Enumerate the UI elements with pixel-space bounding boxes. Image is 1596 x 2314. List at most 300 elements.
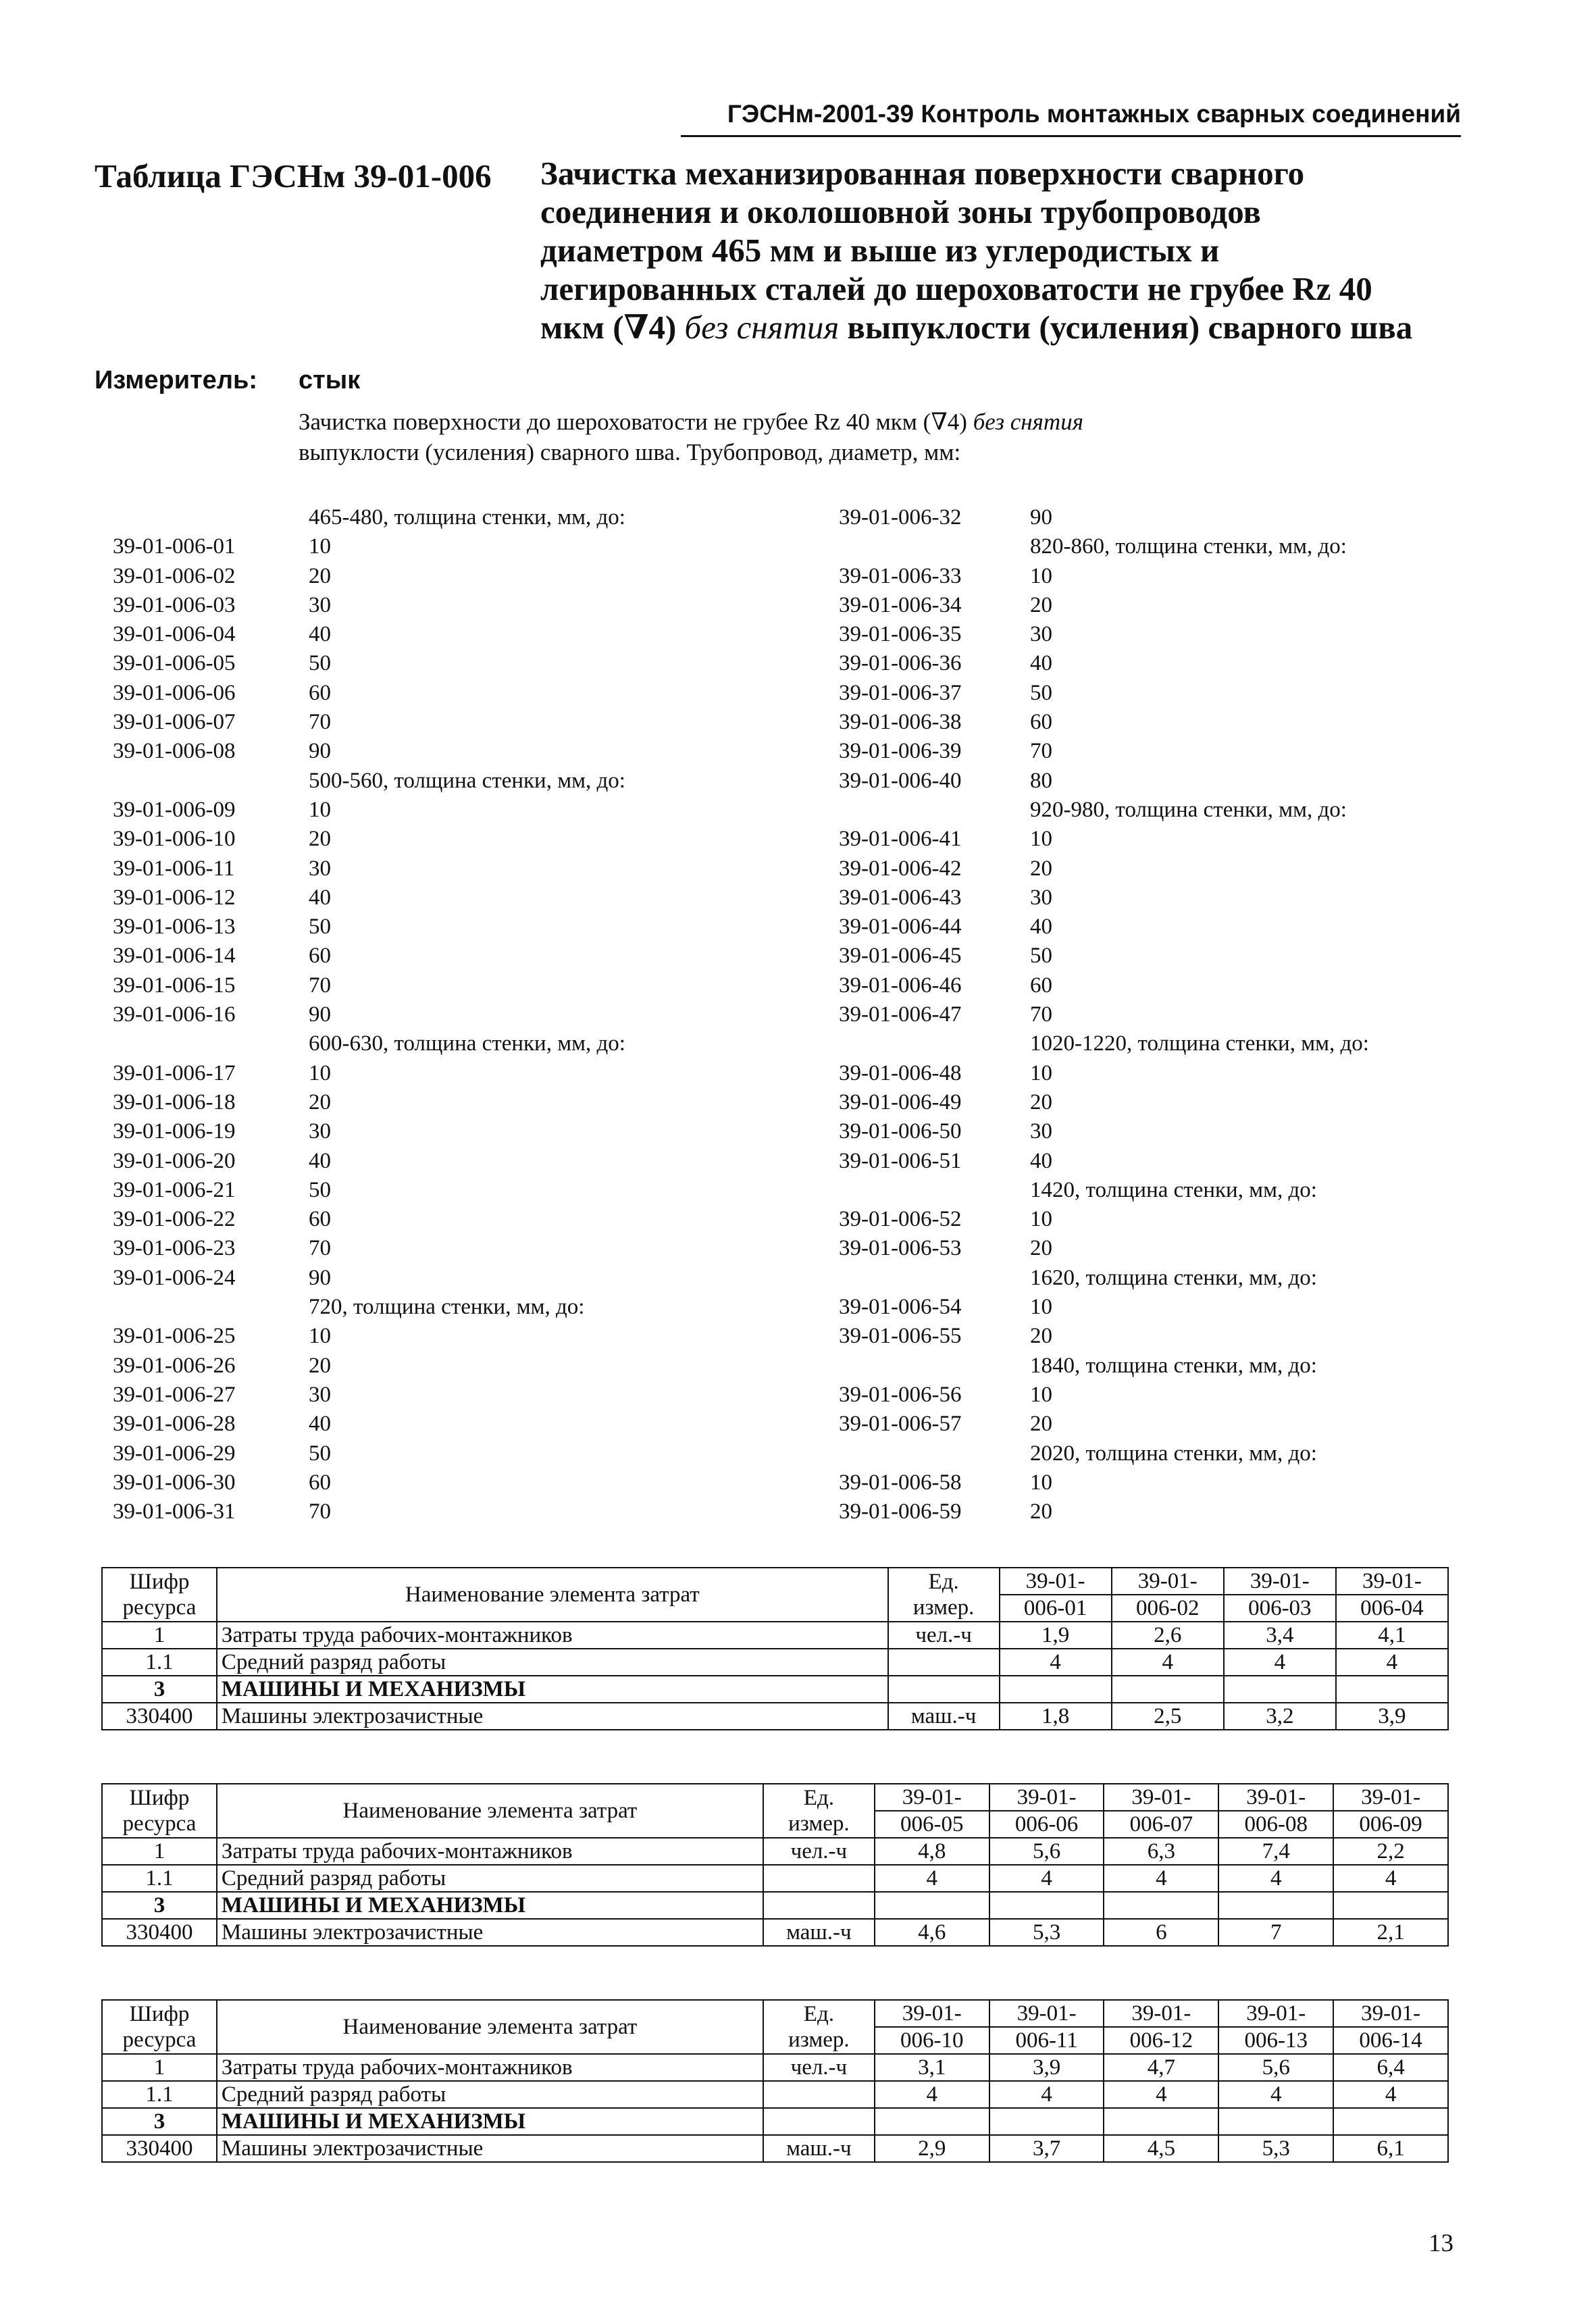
list-item	[839, 1000, 1481, 1029]
norm-code: 39-01-006-14	[113, 944, 236, 969]
table-number: Таблица ГЭСНм 39-01-006	[95, 157, 492, 195]
list-item	[839, 912, 1481, 942]
resource-value: 3,7	[989, 2135, 1104, 2162]
table-row	[102, 2054, 1448, 2081]
list-item	[839, 1497, 1481, 1526]
resource-code: 1	[102, 2054, 217, 2081]
norm-value: 50	[309, 1177, 331, 1202]
norm-value: 20	[1030, 1412, 1052, 1437]
norm-code: 39-01-006-01	[113, 534, 236, 559]
list-item	[839, 971, 1481, 1000]
resource-value	[989, 2108, 1104, 2135]
norm-code: 39-01-006-06	[113, 680, 236, 705]
list-item	[839, 620, 1481, 649]
list-item	[839, 1147, 1481, 1176]
resource-value	[1218, 1892, 1333, 1919]
resource-value: 2,1	[1333, 1919, 1448, 1946]
norm-value: 30	[309, 1119, 331, 1144]
list-item	[839, 767, 1481, 796]
norm-value: 20	[1030, 856, 1052, 881]
table-row	[102, 1865, 1448, 1892]
header-code: 006-05	[875, 1811, 989, 1838]
norm-value: 50	[309, 915, 331, 940]
resource-value: 5,3	[989, 1919, 1104, 1946]
list-item	[113, 1059, 822, 1088]
list-item	[839, 942, 1481, 971]
norm-code: 39-01-006-24	[113, 1265, 236, 1290]
header-code: 39-01-	[1336, 1568, 1448, 1595]
intro-line: выпуклости (усиления) сварного шва. Трубопровод, диаметр, мм:	[299, 439, 961, 465]
norm-code: 39-01-006-56	[839, 1382, 962, 1407]
norm-value: 30	[1030, 622, 1052, 647]
resource-code: 1.1	[102, 2081, 217, 2108]
list-item	[839, 1381, 1481, 1410]
resource-value: 4,1	[1336, 1622, 1448, 1649]
resource-value: 4,5	[1104, 2135, 1218, 2162]
resource-code: 3	[102, 1676, 217, 1703]
resource-value	[989, 1892, 1104, 1919]
header-unit	[763, 1784, 875, 1838]
resource-value: 4	[1336, 1649, 1448, 1676]
resource-value: 5,6	[989, 1838, 1104, 1865]
list-item	[839, 562, 1481, 591]
header-text: Шифр	[129, 1786, 190, 1810]
list-item	[113, 591, 822, 620]
title-line: соединения и околошовной зоны трубопроводов	[540, 193, 1261, 230]
norm-code: 39-01-006-33	[839, 563, 962, 588]
resource-value	[1104, 2108, 1218, 2135]
norm-value: 10	[309, 797, 331, 822]
table-row	[102, 1649, 1448, 1676]
norm-code: 39-01-006-37	[839, 680, 962, 705]
norm-code: 39-01-006-59	[839, 1499, 962, 1524]
resource-table-3	[101, 1999, 1449, 2163]
header-code: 39-01-	[1000, 1568, 1112, 1595]
header-text: измер.	[788, 2028, 850, 2052]
norm-value: 10	[1030, 1470, 1052, 1495]
list-item	[113, 1000, 822, 1029]
norm-value: 40	[1030, 651, 1052, 676]
norm-code: 39-01-006-39	[839, 739, 962, 764]
list-item	[839, 1059, 1481, 1088]
resource-name: Затраты труда рабочих-монтажников	[217, 2054, 763, 2081]
norm-value: 30	[309, 592, 331, 617]
list-item	[113, 912, 822, 942]
table-row	[102, 1622, 1448, 1649]
norm-value: 720, толщина стенки, мм, до:	[309, 1295, 585, 1320]
list-item	[113, 737, 822, 766]
list-item	[839, 591, 1481, 620]
norm-code: 39-01-006-28	[113, 1412, 236, 1437]
list-item	[113, 825, 822, 854]
resource-value: 4	[1104, 1865, 1218, 1892]
norm-code: 39-01-006-41	[839, 827, 962, 852]
norm-value: 20	[1030, 1499, 1052, 1524]
title-text: выпуклости (усиления) сварного шва	[839, 309, 1413, 346]
norm-code: 39-01-006-51	[839, 1148, 962, 1173]
norm-value: 90	[1030, 505, 1052, 530]
resource-value: 3,9	[1336, 1703, 1448, 1730]
header-cipher	[102, 1784, 217, 1838]
resource-value: 4	[1224, 1649, 1336, 1676]
norm-code: 39-01-006-44	[839, 915, 962, 940]
norm-code: 39-01-006-47	[839, 1002, 962, 1027]
resource-value: 3,1	[875, 2054, 989, 2081]
norm-code: 39-01-006-29	[113, 1441, 236, 1466]
norm-value: 20	[1030, 1089, 1052, 1114]
resource-value	[1333, 2108, 1448, 2135]
list-item	[113, 1147, 822, 1176]
norm-code: 39-01-006-19	[113, 1119, 236, 1144]
title-line: диаметром 465 мм и выше из углеродистых и	[540, 232, 1220, 269]
resource-value: 6,1	[1333, 2135, 1448, 2162]
resource-code: 3	[102, 1892, 217, 1919]
table-row	[102, 1892, 1448, 1919]
list-item	[113, 883, 822, 912]
norm-value: 20	[309, 563, 331, 588]
resource-unit	[888, 1676, 1000, 1703]
norm-value: 1420, толщина стенки, мм, до:	[1030, 1177, 1317, 1202]
list-item	[839, 503, 1481, 532]
list-item	[113, 679, 822, 708]
resource-value: 4	[875, 1865, 989, 1892]
resource-value: 6	[1104, 1919, 1218, 1946]
header-text: измер.	[912, 1595, 975, 1620]
resource-name: Затраты труда рабочих-монтажников	[217, 1622, 888, 1649]
norm-code: 39-01-006-52	[839, 1207, 962, 1232]
norm-value: 20	[309, 1089, 331, 1114]
resource-unit: чел.-ч	[763, 2054, 875, 2081]
resource-value	[875, 2108, 989, 2135]
resource-value: 6,4	[1333, 2054, 1448, 2081]
norm-value: 465-480, толщина стенки, мм, до:	[309, 505, 625, 530]
norm-value: 90	[309, 739, 331, 764]
norm-code: 39-01-006-03	[113, 592, 236, 617]
header-unit	[763, 2000, 875, 2054]
resource-value: 4	[1218, 1865, 1333, 1892]
resource-value	[1224, 1676, 1336, 1703]
table-row	[102, 1838, 1448, 1865]
norm-value: 40	[1030, 1148, 1052, 1173]
norm-value: 60	[309, 1207, 331, 1232]
norm-code: 39-01-006-08	[113, 739, 236, 764]
list-item	[839, 1117, 1481, 1146]
header-code: 006-12	[1104, 2027, 1218, 2054]
norm-code: 39-01-006-50	[839, 1119, 962, 1144]
resource-unit: маш.-ч	[763, 2135, 875, 2162]
norm-code: 39-01-006-55	[839, 1324, 962, 1349]
header-text: измер.	[788, 1811, 850, 1836]
resource-unit	[888, 1649, 1000, 1676]
norm-code: 39-01-006-42	[839, 856, 962, 881]
list-item	[839, 1176, 1481, 1205]
header-code: 006-10	[875, 2027, 989, 2054]
list-item	[839, 532, 1481, 561]
resource-table-1	[101, 1567, 1449, 1730]
norm-code: 39-01-006-20	[113, 1148, 236, 1173]
header-text: ресурса	[122, 1811, 197, 1836]
list-item	[113, 854, 822, 883]
norm-value: 10	[1030, 1382, 1052, 1407]
meter-label: Измеритель:	[95, 366, 257, 394]
norm-code: 39-01-006-40	[839, 768, 962, 793]
resource-value: 4	[875, 2081, 989, 2108]
norm-value: 90	[309, 1002, 331, 1027]
header-code: 006-02	[1112, 1595, 1224, 1622]
meter-value: стык	[299, 366, 361, 394]
norm-code: 39-01-006-36	[839, 651, 962, 676]
list-item	[839, 1029, 1481, 1058]
norm-code: 39-01-006-35	[839, 622, 962, 647]
resource-value: 3,9	[989, 2054, 1104, 2081]
norm-code: 39-01-006-32	[839, 505, 962, 530]
norm-code: 39-01-006-57	[839, 1412, 962, 1437]
resource-value	[1112, 1676, 1224, 1703]
header-code: 006-07	[1104, 1811, 1218, 1838]
header-code: 39-01-	[1224, 1568, 1336, 1595]
list-item	[839, 1264, 1481, 1293]
norm-code: 39-01-006-38	[839, 710, 962, 735]
resource-value	[1333, 1892, 1448, 1919]
table-row	[102, 1919, 1448, 1946]
resource-value: 4	[1104, 2081, 1218, 2108]
norm-value: 50	[1030, 944, 1052, 969]
norm-code: 39-01-006-22	[113, 1207, 236, 1232]
norm-code: 39-01-006-10	[113, 827, 236, 852]
running-title: ГЭСНм-2001-39 Контроль монтажных сварных соединений	[727, 100, 1461, 128]
norm-code: 39-01-006-07	[113, 710, 236, 735]
list-item	[113, 971, 822, 1000]
norm-value: 10	[1030, 563, 1052, 588]
header-name: Наименование элемента затрат	[217, 1568, 888, 1622]
header-name: Наименование элемента затрат	[217, 2000, 763, 2054]
title-line	[540, 308, 1472, 346]
resource-value: 5,3	[1218, 2135, 1333, 2162]
table-title	[540, 154, 1472, 346]
header-text: ресурса	[122, 1595, 197, 1620]
resource-value	[1336, 1676, 1448, 1703]
norm-value: 20	[1030, 1324, 1052, 1349]
resource-value: 4	[1333, 2081, 1448, 2108]
intro-text-part: Зачистка поверхности до шероховатости не грубее Rz 40 мкм (∇4)	[299, 409, 973, 435]
norm-value: 50	[309, 651, 331, 676]
norm-value: 20	[309, 1353, 331, 1378]
header-code: 39-01-	[1104, 2000, 1218, 2027]
header-code: 006-13	[1218, 2027, 1333, 2054]
header-code: 006-11	[989, 2027, 1104, 2054]
list-item	[839, 1439, 1481, 1468]
resource-name: Затраты труда рабочих-монтажников	[217, 1838, 763, 1865]
resource-value: 4	[1112, 1649, 1224, 1676]
norm-value: 50	[309, 1441, 331, 1466]
resource-unit	[763, 1892, 875, 1919]
header-text: Шифр	[129, 1570, 190, 1594]
header-code: 39-01-	[875, 2000, 989, 2027]
list-item	[113, 1293, 822, 1322]
norm-value: 30	[309, 1382, 331, 1407]
list-item	[113, 942, 822, 971]
list-item	[113, 1264, 822, 1293]
list-item	[839, 679, 1481, 708]
norm-value: 600-630, толщина стенки, мм, до:	[309, 1031, 625, 1056]
norm-value: 60	[1030, 710, 1052, 735]
norm-code: 39-01-006-48	[839, 1060, 962, 1085]
list-item	[113, 1439, 822, 1468]
list-item	[839, 1468, 1481, 1497]
norm-code: 39-01-006-11	[113, 856, 235, 881]
norm-code: 39-01-006-17	[113, 1060, 236, 1085]
norm-value: 1840, толщина стенки, мм, до:	[1030, 1353, 1317, 1378]
norm-value: 70	[1030, 1002, 1052, 1027]
resource-table-2	[101, 1783, 1449, 1947]
header-code: 006-03	[1224, 1595, 1336, 1622]
norm-value: 920-980, толщина стенки, мм, до:	[1030, 797, 1347, 822]
title-text: мкм (∇4)	[540, 309, 685, 346]
list-item	[839, 825, 1481, 854]
resource-value: 4,8	[875, 1838, 989, 1865]
header-cipher	[102, 1568, 217, 1622]
listing-left	[113, 503, 822, 1526]
list-item	[839, 1293, 1481, 1322]
norm-value: 60	[309, 680, 331, 705]
norm-value: 10	[1030, 827, 1052, 852]
header-code: 39-01-	[1104, 1784, 1218, 1811]
norm-value: 10	[1030, 1060, 1052, 1085]
norm-value: 20	[1030, 592, 1052, 617]
header-text: Ед.	[928, 1570, 959, 1594]
resource-unit: маш.-ч	[888, 1703, 1000, 1730]
list-item	[113, 1176, 822, 1205]
list-item	[113, 1029, 822, 1058]
list-item	[113, 796, 822, 825]
norm-code: 39-01-006-09	[113, 797, 236, 822]
intro-text	[299, 407, 1379, 467]
list-item	[839, 1234, 1481, 1263]
norm-value: 40	[309, 622, 331, 647]
norm-code: 39-01-006-12	[113, 885, 236, 910]
resource-value: 4	[1333, 1865, 1448, 1892]
title-line: легированных сталей до шероховатости не грубее Rz 40	[540, 270, 1372, 307]
list-item	[113, 503, 822, 532]
page-number: 13	[1428, 2230, 1453, 2257]
norm-value: 40	[1030, 915, 1052, 940]
list-item	[839, 1088, 1481, 1117]
list-item	[113, 1205, 822, 1234]
resource-name: Машины электрозачистные	[217, 1919, 763, 1946]
resource-name: МАШИНЫ И МЕХАНИЗМЫ	[217, 1676, 888, 1703]
norm-value: 50	[1030, 680, 1052, 705]
resource-value: 3,2	[1224, 1703, 1336, 1730]
resource-value: 4	[989, 2081, 1104, 2108]
resource-value: 7	[1218, 1919, 1333, 1946]
norm-code: 39-01-006-30	[113, 1470, 236, 1495]
table-row	[102, 1703, 1448, 1730]
resource-value: 2,9	[875, 2135, 989, 2162]
norm-value: 500-560, толщина стенки, мм, до:	[309, 768, 625, 793]
intro-italic-text: без снятия	[973, 409, 1083, 435]
table-row	[102, 2108, 1448, 2135]
norm-code: 39-01-006-26	[113, 1353, 236, 1378]
norm-value: 2020, толщина стенки, мм, до:	[1030, 1441, 1317, 1466]
list-item	[113, 1117, 822, 1146]
norm-code: 39-01-006-58	[839, 1470, 962, 1495]
resource-unit: маш.-ч	[763, 1919, 875, 1946]
norm-code: 39-01-006-45	[839, 944, 962, 969]
resource-code: 3	[102, 2108, 217, 2135]
resource-name: Средний разряд работы	[217, 2081, 763, 2108]
table-header-row	[102, 1784, 1448, 1811]
norm-value: 60	[1030, 973, 1052, 998]
norm-code: 39-01-006-15	[113, 973, 236, 998]
resource-value: 4	[989, 1865, 1104, 1892]
resource-unit: чел.-ч	[763, 1838, 875, 1865]
table-header-row	[102, 2000, 1448, 2027]
header-code: 006-06	[989, 1811, 1104, 1838]
resource-value: 3,4	[1224, 1622, 1336, 1649]
norm-value: 80	[1030, 768, 1052, 793]
resource-value: 4	[1000, 1649, 1112, 1676]
list-item	[113, 1352, 822, 1381]
table-row	[102, 2135, 1448, 2162]
norm-code: 39-01-006-53	[839, 1236, 962, 1261]
list-item	[839, 1322, 1481, 1351]
list-item	[113, 1234, 822, 1263]
resource-value: 5,6	[1218, 2054, 1333, 2081]
norm-value: 10	[309, 534, 331, 559]
resource-code: 1.1	[102, 1649, 217, 1676]
header-code: 006-09	[1333, 1811, 1448, 1838]
resource-value: 6,3	[1104, 1838, 1218, 1865]
resource-value	[875, 1892, 989, 1919]
header-text: Шифр	[129, 2002, 190, 2026]
norm-value: 40	[309, 1412, 331, 1437]
resource-name: МАШИНЫ И МЕХАНИЗМЫ	[217, 1892, 763, 1919]
list-item	[113, 1322, 822, 1351]
list-item	[113, 767, 822, 796]
list-item	[113, 1468, 822, 1497]
header-code: 006-04	[1336, 1595, 1448, 1622]
list-item	[113, 532, 822, 561]
header-cipher	[102, 2000, 217, 2054]
header-code: 39-01-	[989, 2000, 1104, 2027]
table-header-row	[102, 1568, 1448, 1595]
header-code: 39-01-	[875, 1784, 989, 1811]
listing-right	[839, 503, 1481, 1526]
header-code: 39-01-	[1333, 1784, 1448, 1811]
norm-value: 30	[1030, 885, 1052, 910]
norm-value: 10	[1030, 1207, 1052, 1232]
resource-value: 7,4	[1218, 1838, 1333, 1865]
table-row	[102, 1676, 1448, 1703]
resource-value: 2,2	[1333, 1838, 1448, 1865]
norm-value: 60	[309, 944, 331, 969]
resource-unit	[763, 2081, 875, 2108]
norm-value: 1620, толщина стенки, мм, до:	[1030, 1265, 1317, 1290]
norm-code: 39-01-006-05	[113, 651, 236, 676]
list-item	[113, 649, 822, 678]
list-item	[839, 854, 1481, 883]
table-row	[102, 2081, 1448, 2108]
header-code: 006-08	[1218, 1811, 1333, 1838]
header-code: 39-01-	[1218, 1784, 1333, 1811]
norm-value: 70	[1030, 739, 1052, 764]
norm-value: 70	[309, 1499, 331, 1524]
norm-code: 39-01-006-49	[839, 1089, 962, 1114]
norm-code: 39-01-006-25	[113, 1324, 236, 1349]
list-item	[113, 1497, 822, 1526]
resource-code: 330400	[102, 1919, 217, 1946]
header-unit	[888, 1568, 1000, 1622]
